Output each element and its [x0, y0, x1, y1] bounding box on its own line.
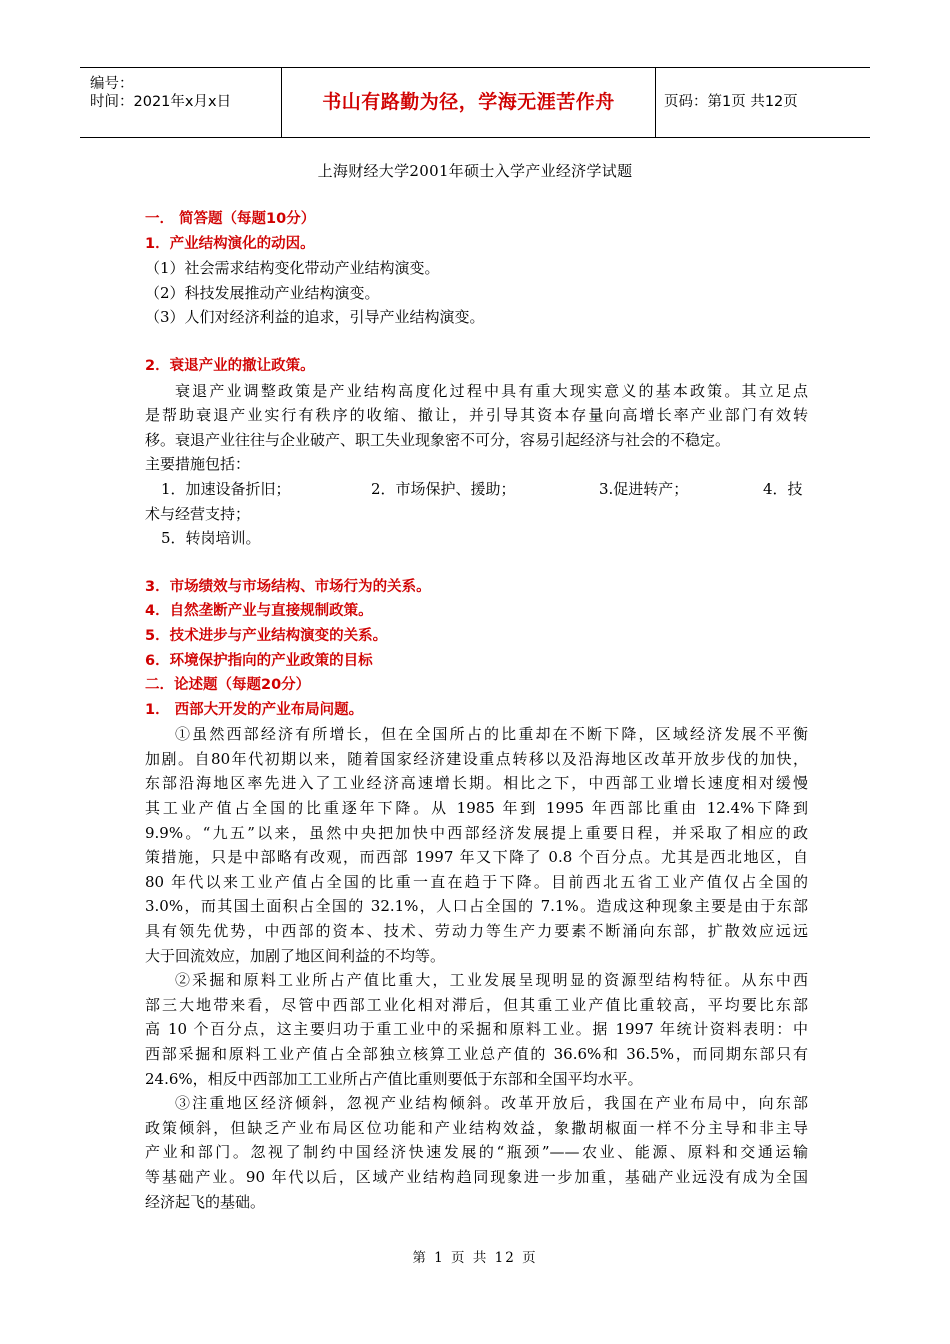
paragraph-line: 24.6%，相反中西部加工工业所占产值比重则要低于东部和全国平均水平。 — [145, 1069, 643, 1088]
measure-item: 1．加速设备折旧； — [161, 479, 291, 498]
paragraph-line: 策措施，只是中部略有改观，而西部 1997 年又下降了 0.8 个百分点。尤其是西北地区，自 — [145, 848, 808, 867]
paragraph-line: 主要措施包括： — [145, 455, 251, 474]
paragraph-line: 高 10 个百分点，这主要归功于重工业中的采掘和原料工业。据 1997 年统计资料表明：中 — [145, 1020, 808, 1039]
paragraph-line: 9.9%。“九五”以来，虽然中央把加快中西部经济发展提上重要日程，并采取了相应的政 — [145, 823, 808, 842]
paragraph-line: ③注重地区经济倾斜，忽视产业结构倾斜。改革开放后，我国在产业布局中，向东部 — [175, 1094, 808, 1113]
question-title: 6．环境保护指向的产业政策的目标 — [145, 652, 373, 669]
paragraph-line: 3.0%，而其国土面积占全国的 32.1%，人口占全国的 7.1%。造成这种现象主要是由于东部 — [145, 897, 808, 916]
document-body — [145, 207, 808, 1214]
paragraph-line: 加剧。自80年代初期以来，随着国家经济建设重点转移以及沿海地区改革开放步伐的加快， — [145, 749, 808, 768]
question-title: 3．市场绩效与市场结构、市场行为的关系。 — [145, 578, 431, 595]
measure-item: 5．转岗培训。 — [161, 529, 261, 548]
header-meta — [80, 68, 280, 137]
list-item: （3）人们对经济利益的追求，引导产业结构演变。 — [145, 308, 485, 327]
section-heading: 二．论述题（每题20分） — [145, 677, 311, 694]
paragraph-line: ②采掘和原料工业所占产值比重大，工业发展呈现明显的资源型结构特征。从东中西 — [175, 971, 808, 990]
paragraph-line: 80 年代以来工业产值占全国的比重一直在趋于下降。目前西北五省工业产值仅占全国的 — [145, 872, 808, 891]
paragraph-line: 大于回流效应，加剧了地区间利益的不均等。 — [145, 946, 446, 965]
section-heading: 一． 简答题（每题10分） — [145, 211, 316, 227]
measure-item: 3.促进转产； — [599, 479, 689, 498]
question-title: 4．自然垄断产业与直接规制政策。 — [145, 603, 373, 620]
paragraph-line: 衰退产业调整政策是产业结构高度化过程中具有重大现实意义的基本政策。其立足点 — [175, 381, 808, 400]
header-motto: 书山有路勤为径，学海无涯苦作舟 — [322, 91, 615, 113]
paragraph-line: 具有领先优势，中西部的资本、技术、劳动力等生产力要素不断涌向东部，扩散效应远远 — [145, 922, 808, 941]
document-title: 上海财经大学2001年硕士入学产业经济学试题 — [317, 162, 633, 180]
paragraph-line: 移。衰退产业往往与企业破产、职工失业现象密不可分，容易引起经济与社会的不稳定。 — [145, 430, 731, 449]
question-title: 5．技术进步与产业结构演变的关系。 — [145, 627, 388, 644]
paragraph-line: 部三大地带来看，尽管中西部工业化相对滞后，但其重工业产值比重较高，平均要比东部 — [145, 995, 808, 1014]
date-line: 时间：2021年x月x日 — [90, 94, 232, 110]
question-title: 1． 西部大开发的产业布局问题。 — [145, 701, 364, 718]
measures-row — [145, 477, 808, 502]
paragraph-line: 其工业产值占全国的比重逐年下降。从 1985 年到 1995 年西部比重由 12.4%下降到 — [145, 799, 808, 818]
paragraph-line: 是帮助衰退产业实行有秩序的收缩、撤让，并引导其资本存量向高增长率产业部门有效转 — [145, 406, 808, 425]
measure-item: 4．技 — [763, 479, 803, 498]
header-page-info: 页码：第1页 共12页 — [664, 94, 798, 110]
list-item: （2）科技发展推动产业结构演变。 — [145, 283, 380, 302]
paragraph-line: 术与经营支持； — [145, 504, 251, 523]
paragraph-line: 产业和部门。忽视了制约中国经济快速发展的“瓶颈”——农业、能源、原料和交通运输 — [145, 1143, 808, 1162]
question-title: 1．产业结构演化的动因。 — [145, 235, 315, 252]
measure-item: 2．市场保护、援助； — [371, 479, 516, 498]
paragraph-line: 经济起飞的基础。 — [145, 1192, 266, 1211]
paragraph-line: 等基础产业。90 年代以后，区域产业结构趋同现象进一步加重，基础产业远没有成为全国 — [145, 1167, 808, 1186]
paragraph-line: 西部采掘和原料工业产值占全部独立核算工业总产值的 36.6%和 36.5%，而同期东部只有 — [145, 1045, 808, 1063]
paragraph-line: ①虽然西部经济有所增长，但在全国所占的比重却在不断下降，区域经济发展不平衡 — [175, 725, 808, 744]
list-item: （1）社会需求结构变化带动产业结构演变。 — [145, 259, 440, 278]
question-title: 2．衰退产业的撤让政策。 — [145, 357, 315, 374]
paragraph-line: 东部沿海地区率先进入了工业经济高速增长期。相比之下，中西部工业增长速度相对缓慢 — [145, 774, 808, 793]
page-footer: 第 1 页 共 12 页 — [412, 1250, 538, 1266]
number-label: 编号： — [90, 76, 134, 92]
document-header — [80, 67, 870, 138]
header-divider — [655, 68, 656, 137]
paragraph-line: 政策倾斜，但缺乏产业布局区位功能和产业结构效益，象撒胡椒面一样不分主导和非主导 — [145, 1118, 808, 1137]
